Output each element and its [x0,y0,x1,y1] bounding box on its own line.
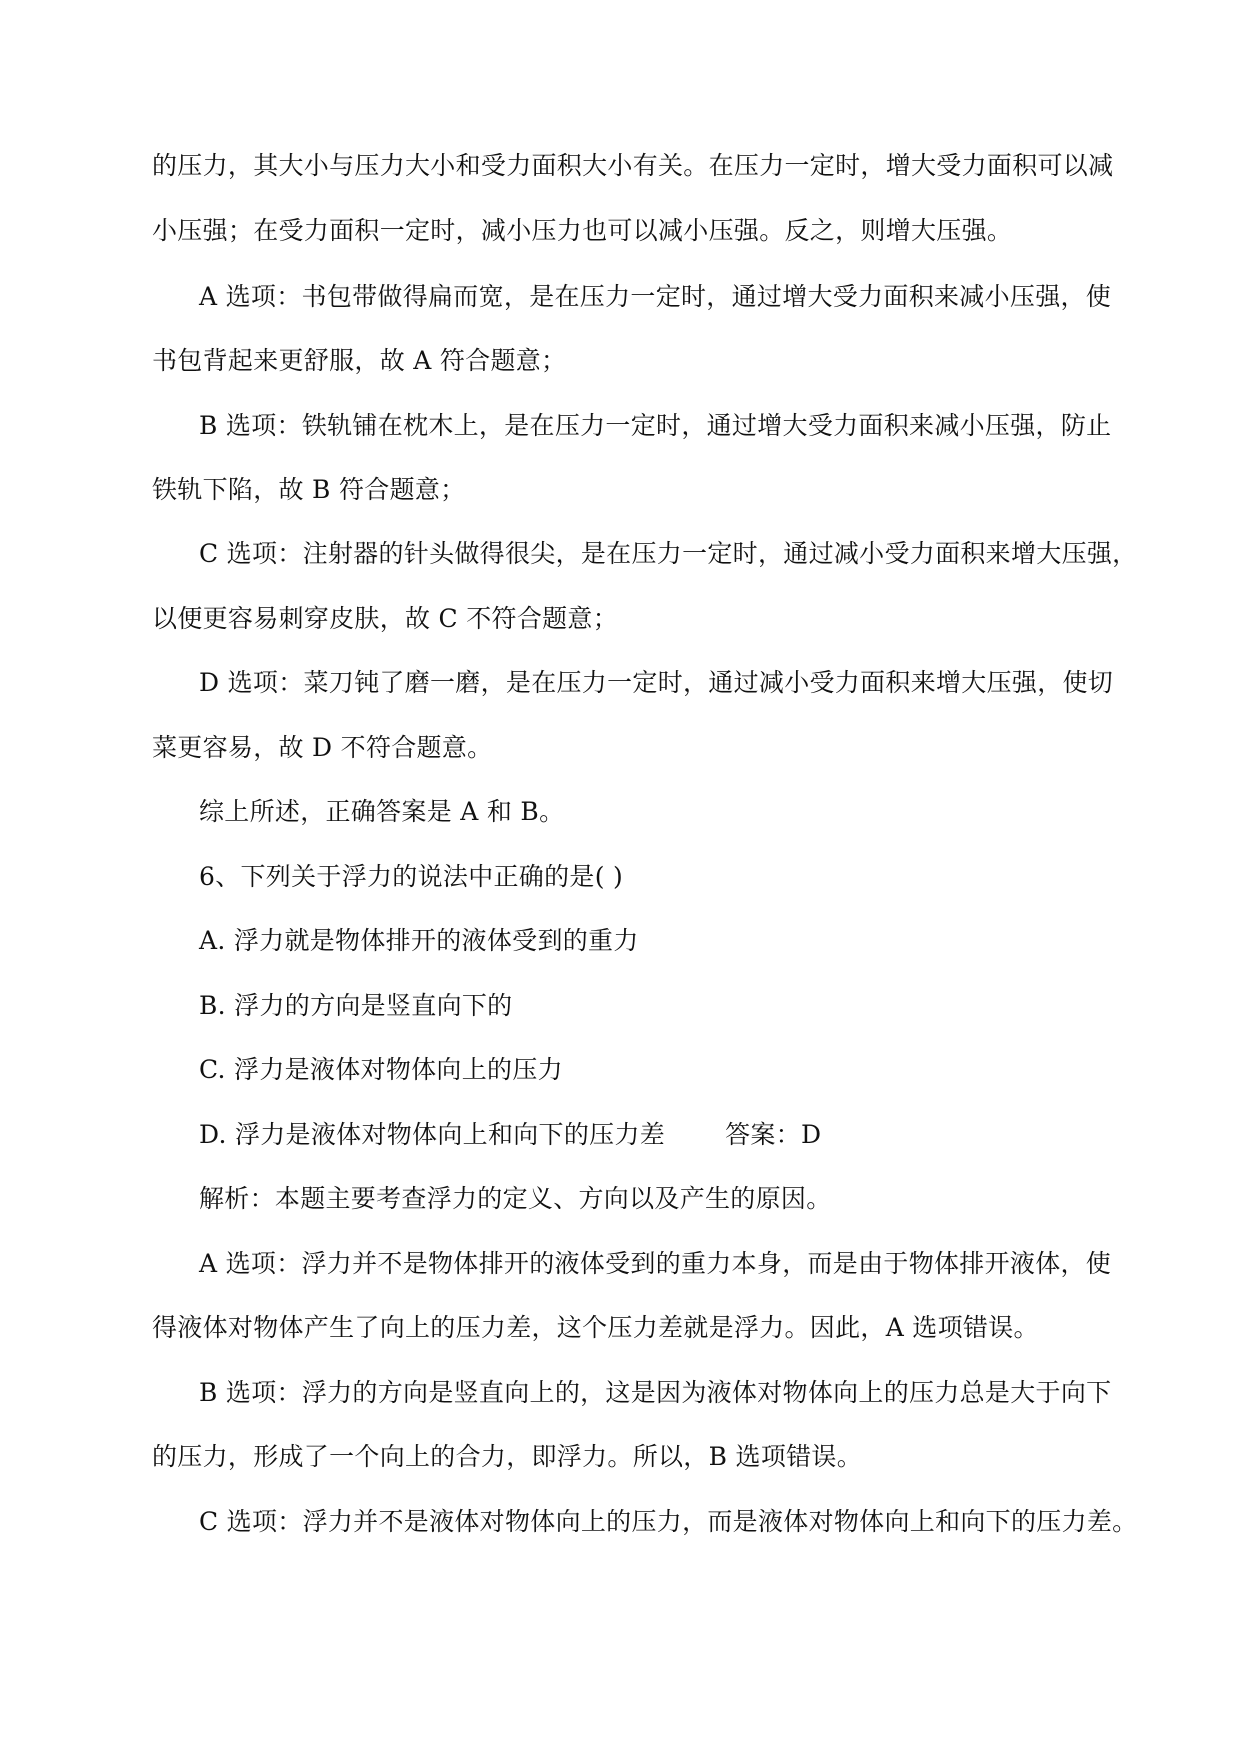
summary-line: 综上所述，正确答案是 A 和 B。 [199,797,565,826]
option-b-explanation-line: B 选项：铁轨铺在枕木上，是在压力一定时，通过增大受力面积来减小压强，防止 [199,411,1112,440]
option-d-explanation-line: D 选项：菜刀钝了磨一磨，是在压力一定时，通过减小受力面积来增大压强，使切 [199,668,1114,697]
question-6-choice-c: C. 浮力是液体对物体向上的压力 [199,1055,563,1084]
question-6-choice-a: A. 浮力就是物体排开的液体受到的重力 [199,926,639,955]
question-6-stem: 6、下列关于浮力的说法中正确的是( ) [199,862,624,891]
option-d-explanation-line: 菜更容易，故 D 不符合题意。 [152,733,493,762]
analysis-option-c-line: C 选项：浮力并不是液体对物体向上的压力，而是液体对物体向上和向下的压力差。 [199,1507,1138,1536]
analysis-option-b-line: 的压力，形成了一个向上的合力，即浮力。所以，B 选项错误。 [152,1442,863,1471]
option-a-explanation-line: 书包背起来更舒服，故 A 符合题意； [152,346,567,375]
question-6-answer: 答案：D [725,1120,822,1149]
analysis-option-a-line: 得液体对物体产生了向上的压力差，这个压力差就是浮力。因此，A 选项错误。 [152,1313,1039,1342]
analysis-option-a-line: A 选项：浮力并不是物体排开的液体受到的重力本身，而是由于物体排开液体，使 [199,1249,1112,1278]
paragraph-line: 小压强；在受力面积一定时，减小压力也可以减小压强。反之，则增大压强。 [152,216,1013,245]
option-c-explanation-line: 以便更容易刺穿皮肤，故 C 不符合题意； [152,604,619,633]
question-6-choice-d: D. 浮力是液体对物体向上和向下的压力差 [199,1120,666,1149]
question-6-choice-d-row [199,1119,821,1151]
option-c-explanation-line: C 选项：注射器的针头做得很尖，是在压力一定时，通过减小受力面积来增大压强， [199,539,1138,568]
question-6-choice-b: B. 浮力的方向是竖直向下的 [199,991,513,1020]
analysis-option-b-line: B 选项：浮力的方向是竖直向上的，这是因为液体对物体向上的压力总是大于向下 [199,1378,1112,1407]
option-a-explanation-line: A 选项：书包带做得扁而宽，是在压力一定时，通过增大受力面积来减小压强，使 [199,282,1112,311]
analysis-intro: 解析：本题主要考查浮力的定义、方向以及产生的原因。 [199,1184,832,1213]
paragraph-line: 的压力，其大小与压力大小和受力面积大小有关。在压力一定时，增大受力面积可以减 [152,151,1114,180]
option-b-explanation-line: 铁轨下陷，故 B 符合题意； [152,475,466,504]
